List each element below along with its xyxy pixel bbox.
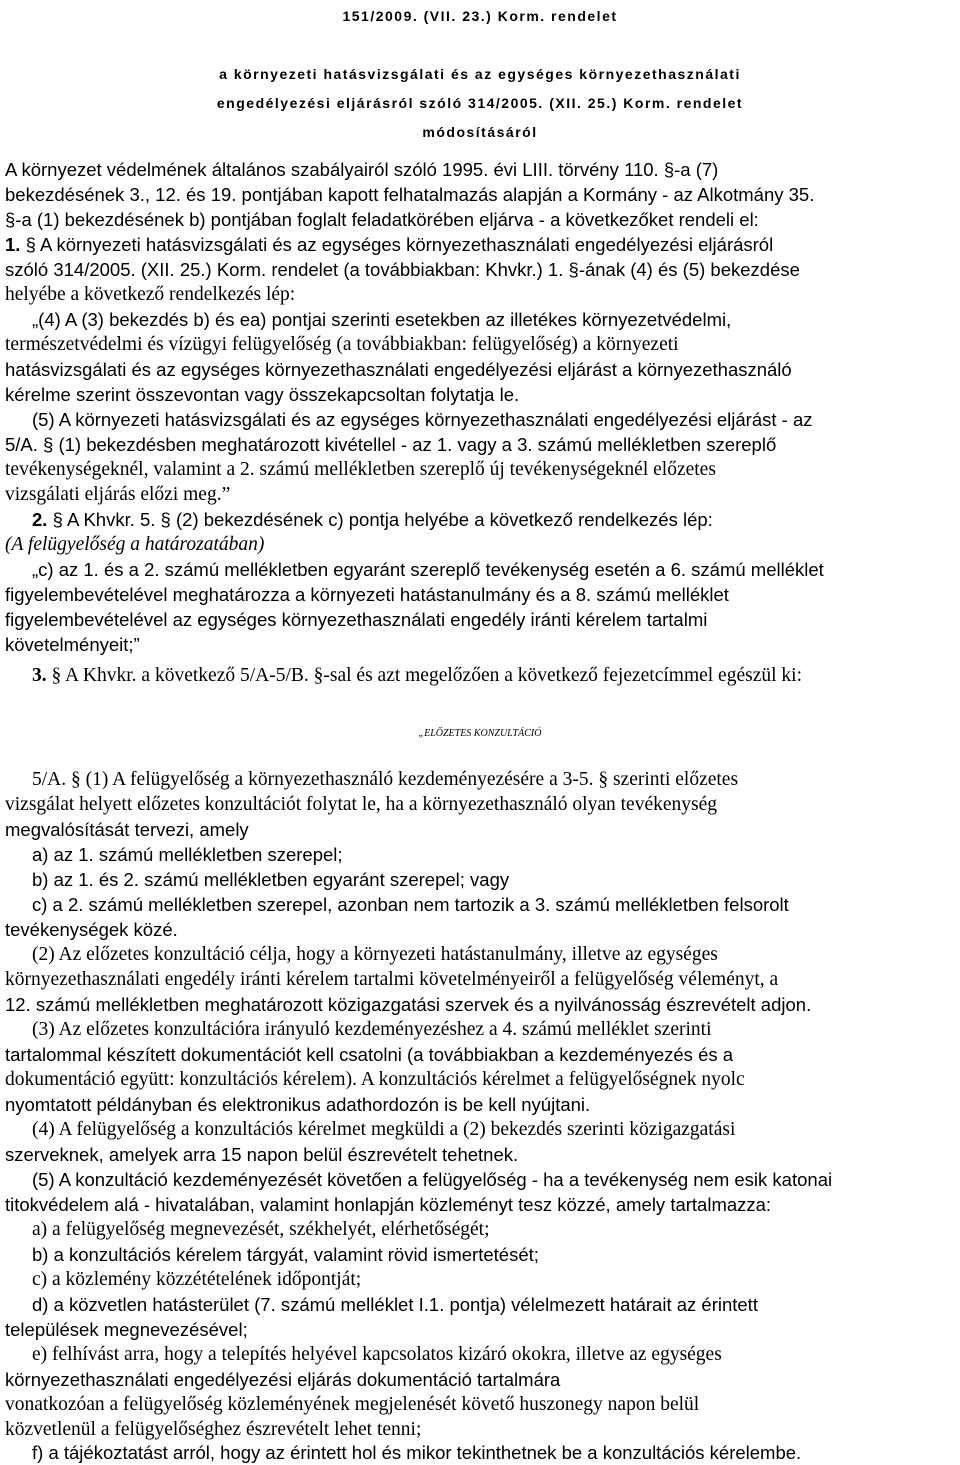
quoted-text-line: „c) az 1. és a 2. számú mellékletben egyaránt szereplő tevékenység esetén a 6. számú melléklet	[32, 559, 824, 580]
list-item: tevékenységek közé.	[5, 919, 178, 940]
paragraph-line: (3) Az előzetes konzultációra irányuló kezdeményezéshez a 4. számú melléklet szerinti	[32, 1019, 712, 1040]
paragraph-line: (4) A felügyelőség a konzultációs kérelmet megküldi a (2) bekezdés szerinti közigazgatási	[32, 1119, 736, 1140]
list-item: b) az 1. és 2. számú mellékletben egyaránt szerepel; vagy	[32, 869, 510, 890]
section-2-line: 2. § A Khvkr. 5. § (2) bekezdésének c) pontja helyébe a következő rendelkezés lép:	[32, 509, 713, 530]
section-2-line: (A felügyelőség a határozatában)	[5, 534, 265, 555]
paragraph-line: (2) Az előzetes konzultáció célja, hogy a környezeti hatástanulmány, illetve az egységes	[32, 944, 718, 965]
section-1-line: 1. § A környezeti hatásvizsgálati és az egységes környezethasználati engedélyezési eljárásról	[5, 234, 774, 255]
paragraph-line: megvalósítását tervezi, amely	[5, 819, 249, 840]
section-1-line: helyébe a következő rendelkezés lép:	[5, 284, 296, 305]
list-item: a) a felügyelőség megnevezését, székhelyét, elérhetőségét;	[32, 1219, 490, 1240]
section-number: 1.	[5, 234, 21, 255]
quoted-text-line: tevékenységeknél, valamint a 2. számú mellékletben szereplő új tevékenységeknél előzetes	[5, 459, 716, 480]
preamble-line: A környezet védelmének általános szabályairól szóló 1995. évi LIII. törvény 110. §-a (7)	[5, 159, 719, 180]
list-item: e) felhívást arra, hogy a telepítés helyével kapcsolatos kizáró okokra, illetve az egységes	[32, 1344, 722, 1365]
paragraph-line: környezethasználati engedély iránti kérelem tartalmi követelményeiről a felügyelőség véleményt, a	[5, 969, 779, 990]
quoted-text-line: kérelme szerint összevontan vagy összekapcsoltan folytatja le.	[5, 384, 520, 405]
doc-subtitle-line-1: a környezeti hatásvizsgálati és az egységes környezethasználati	[219, 66, 741, 82]
section-1-line: szóló 314/2005. (XII. 25.) Korm. rendelet (a továbbiakban: Khvkr.) 1. §-ának (4) és (5) bekezdése	[5, 259, 800, 280]
paragraph-line: dokumentáció együtt: konzultációs kérelem). A konzultációs kérelmet a felügyelőségnek nyolc	[5, 1069, 745, 1090]
list-item: vonatkozóan a felügyelőség közleményének megjelenését követő huszonegy napon belül	[5, 1394, 700, 1415]
paragraph-line: szerveknek, amelyek arra 15 napon belül észrevételt tehetnek.	[5, 1144, 519, 1165]
quoted-text-line: (5) A környezeti hatásvizsgálati és az egységes környezethasználati engedélyezési eljárást - az	[32, 409, 813, 430]
quoted-text-line: „(4) A (3) bekezdés b) és ea) pontjai szerinti esetekben az illetékes környezetvédelmi,	[32, 309, 732, 330]
quoted-text-line: figyelembevételével meghatározza a környezeti hatástanulmány és a 8. számú melléklet	[5, 584, 729, 605]
quoted-text-line: figyelembevételével az egységes környezethasználati engedély iránti kérelem tartalmi	[5, 609, 708, 630]
list-item: b) a konzultációs kérelem tárgyát, valamint rövid ismertetését;	[32, 1244, 539, 1265]
list-item: települések megnevezésével;	[5, 1319, 248, 1340]
doc-subtitle-line-3: módosításáról	[422, 124, 538, 140]
list-item: d) a közvetlen hatásterület (7. számú melléklet I.1. pontja) vélelmezett határait az érintett	[32, 1294, 758, 1315]
paragraph-line: vizsgálat helyett előzetes konzultációt folytat le, ha a környezethasználó olyan tevékenység	[5, 794, 718, 815]
quoted-text-line: vizsgálati eljárás előzi meg.”	[5, 484, 231, 505]
paragraph-line: titokvédelem alá - hivatalában, valamint honlapján közleményt tesz közzé, amely tartalmazza:	[5, 1194, 772, 1215]
section-number: 3.	[32, 665, 47, 686]
chapter-heading: „ELŐZETES KONZULTÁCIÓ	[418, 728, 542, 739]
list-item: a) az 1. számú mellékletben szerepel;	[32, 844, 343, 865]
list-item: c) a közlemény közzétételének időpontját;	[32, 1269, 362, 1290]
section-3-line: 3. § A Khvkr. a következő 5/A-5/B. §-sal és azt megelőzően a következő fejezetcímmel egészül ki:	[32, 665, 802, 686]
paragraph-line: nyomtatott példányban és elektronikus adathordozón is be kell nyújtani.	[5, 1094, 591, 1115]
quoted-text-line: 5/A. § (1) bekezdésben meghatározott kivétellel - az 1. vagy a 3. számú mellékletben szereplő	[5, 434, 777, 455]
paragraph-line: 5/A. § (1) A felügyelőség a környezethasználó kezdeményezésére a 3-5. § szerinti előzetes	[32, 769, 739, 790]
paragraph-line: tartalommal készített dokumentációt kell csatolni (a továbbiakban a kezdeményezés és a	[5, 1044, 734, 1065]
paragraph-line: (5) A konzultáció kezdeményezését követően a felügyelőség - ha a tevékenység nem esik katonai	[32, 1169, 833, 1190]
section-number: 2.	[32, 509, 48, 530]
quoted-text-line: természetvédelmi és vízügyi felügyelőség (a továbbiakban: felügyelőség) a környezeti	[5, 334, 679, 355]
paragraph-line: 12. számú mellékletben meghatározott közigazgatási szervek és a nyilvánosság észrevételt adjon.	[5, 994, 812, 1015]
list-item: f) a tájékoztatást arról, hogy az érintett hol és mikor tekinthetnek be a konzultációs kérelembe.	[32, 1442, 802, 1463]
preamble-line: bekezdésének 3., 12. és 19. pontjában kapott felhatalmazás alapján a Kormány - az Alkotmány 35.	[5, 184, 815, 205]
list-item: közvetlenül a felügyelőséghez észrevételt lehet tenni;	[5, 1419, 422, 1440]
doc-subtitle-line-2: engedélyezési eljárásról szóló 314/2005. (XII. 25.) Korm. rendelet	[216, 95, 744, 111]
quoted-text-line: hatásvizsgálati és az egységes környezethasználati engedélyezési eljárást a környezethasználó	[5, 359, 792, 380]
list-item: környezethasználati engedélyezési eljárás dokumentáció tartalmára	[5, 1369, 561, 1390]
quoted-text-line: követelményeit;”	[5, 634, 140, 655]
doc-title: 151/2009. (VII. 23.) Korm. rendelet	[342, 8, 618, 24]
preamble-line: §-a (1) bekezdésének b) pontjában foglalt feladatkörében eljárva - a következőket rendeli el:	[5, 209, 759, 230]
list-item: c) a 2. számú mellékletben szerepel, azonban nem tartozik a 3. számú mellékletben felsorolt	[32, 894, 789, 915]
